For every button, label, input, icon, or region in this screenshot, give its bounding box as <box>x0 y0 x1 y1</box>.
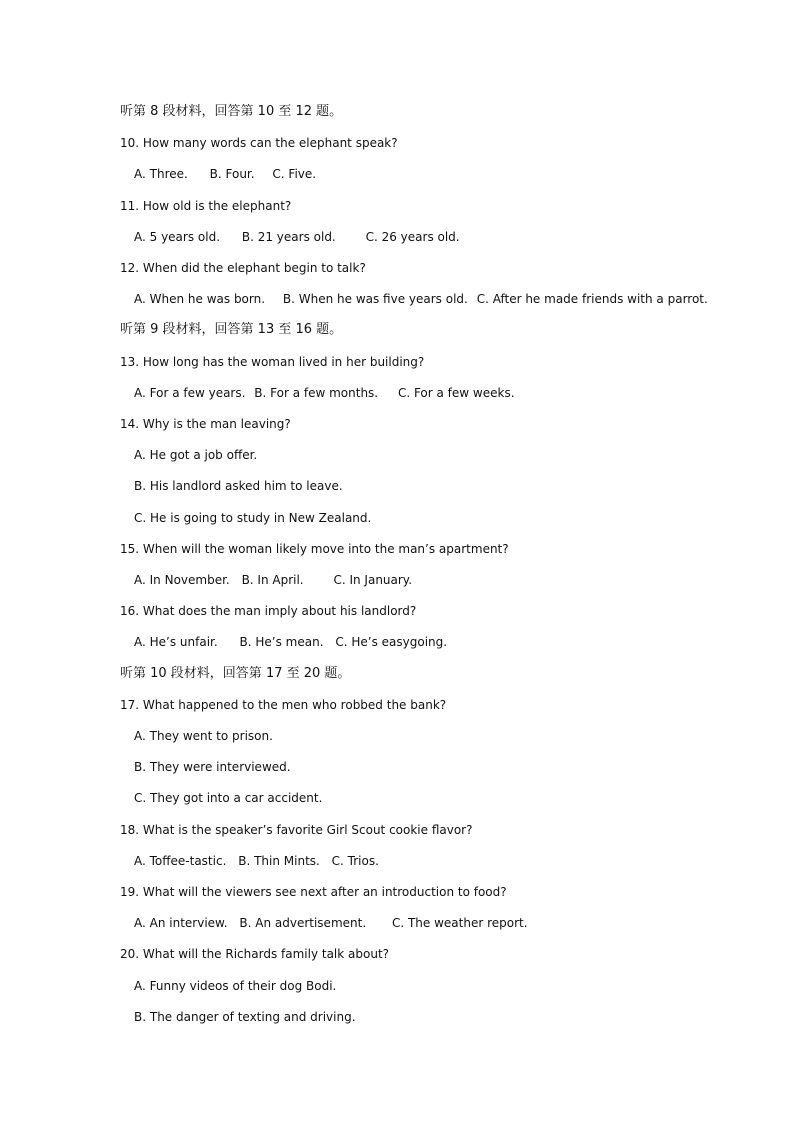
option-b: B. The danger of texting and driving. <box>134 1010 356 1024</box>
section-heading: 听第 9 段材料，回答第 13 至 16 题。 <box>120 322 343 337</box>
option-b: B. They were interviewed. <box>134 760 291 774</box>
option-c: C. The weather report. <box>391 916 528 930</box>
question-18: 18. What is the speaker’s favorite Girl Scout cookie flavor? <box>120 823 473 837</box>
option-a: A. He got a job offer. <box>134 448 258 462</box>
question-15: 15. When will the woman likely move into the man’s apartment? <box>120 542 509 556</box>
options-row <box>134 915 528 931</box>
option-c: C. They got into a car accident. <box>134 791 323 805</box>
question-16: 16. What does the man imply about his landlord? <box>120 604 417 618</box>
question-19: 19. What will the viewers see next after an introduction to food? <box>120 885 507 899</box>
option-a: A. They went to prison. <box>134 729 273 743</box>
option-b: B. Thin Mints. <box>238 854 320 868</box>
options-row <box>134 385 515 401</box>
options-row <box>134 229 460 245</box>
option-b: B. In April. <box>241 573 304 587</box>
option-c: C. 26 years old. <box>365 230 460 244</box>
option-b: B. For a few months. <box>254 386 379 400</box>
option-a: A. Funny videos of their dog Bodi. <box>134 979 337 993</box>
option-a: A. 5 years old. <box>134 230 221 244</box>
options-row <box>134 853 379 869</box>
option-b: B. He’s mean. <box>239 635 324 649</box>
question-20: 20. What will the Richards family talk about? <box>120 947 390 961</box>
question-11: 11. How old is the elephant? <box>120 199 292 213</box>
option-a: A. For a few years. <box>134 386 246 400</box>
option-c: C. For a few weeks. <box>397 386 515 400</box>
option-a: A. He’s unfair. <box>134 635 218 649</box>
question-17: 17. What happened to the men who robbed the bank? <box>120 698 447 712</box>
option-c: C. Trios. <box>331 854 379 868</box>
option-a: A. An interview. <box>134 916 228 930</box>
section-heading: 听第 10 段材料，回答第 17 至 20 题。 <box>120 666 351 681</box>
option-a: A. Three. <box>134 167 188 181</box>
section-heading: 听第 8 段材料，回答第 10 至 12 题。 <box>120 104 343 119</box>
question-10: 10. How many words can the elephant speak? <box>120 136 398 150</box>
option-b: B. His landlord asked him to leave. <box>134 479 343 493</box>
option-c: C. Five. <box>272 167 317 181</box>
options-row <box>134 291 708 307</box>
option-a: A. When he was born. <box>134 292 266 306</box>
option-a: A. Toffee-tastic. <box>134 854 227 868</box>
options-row <box>134 166 316 182</box>
option-a: A. In November. <box>134 573 230 587</box>
option-c: C. In January. <box>333 573 413 587</box>
option-c: C. He’s easygoing. <box>335 635 448 649</box>
option-b: B. Four. <box>209 167 255 181</box>
option-c: C. He is going to study in New Zealand. <box>134 511 372 525</box>
option-b: B. An advertisement. <box>239 916 367 930</box>
option-b: B. 21 years old. <box>241 230 336 244</box>
question-13: 13. How long has the woman lived in her building? <box>120 355 425 369</box>
question-12: 12. When did the elephant begin to talk? <box>120 261 366 275</box>
options-row <box>134 634 447 650</box>
options-row <box>134 572 412 588</box>
option-b: B. When he was five years old. <box>282 292 468 306</box>
question-14: 14. Why is the man leaving? <box>120 417 291 431</box>
option-c: C. After he made friends with a parrot. <box>476 292 708 306</box>
